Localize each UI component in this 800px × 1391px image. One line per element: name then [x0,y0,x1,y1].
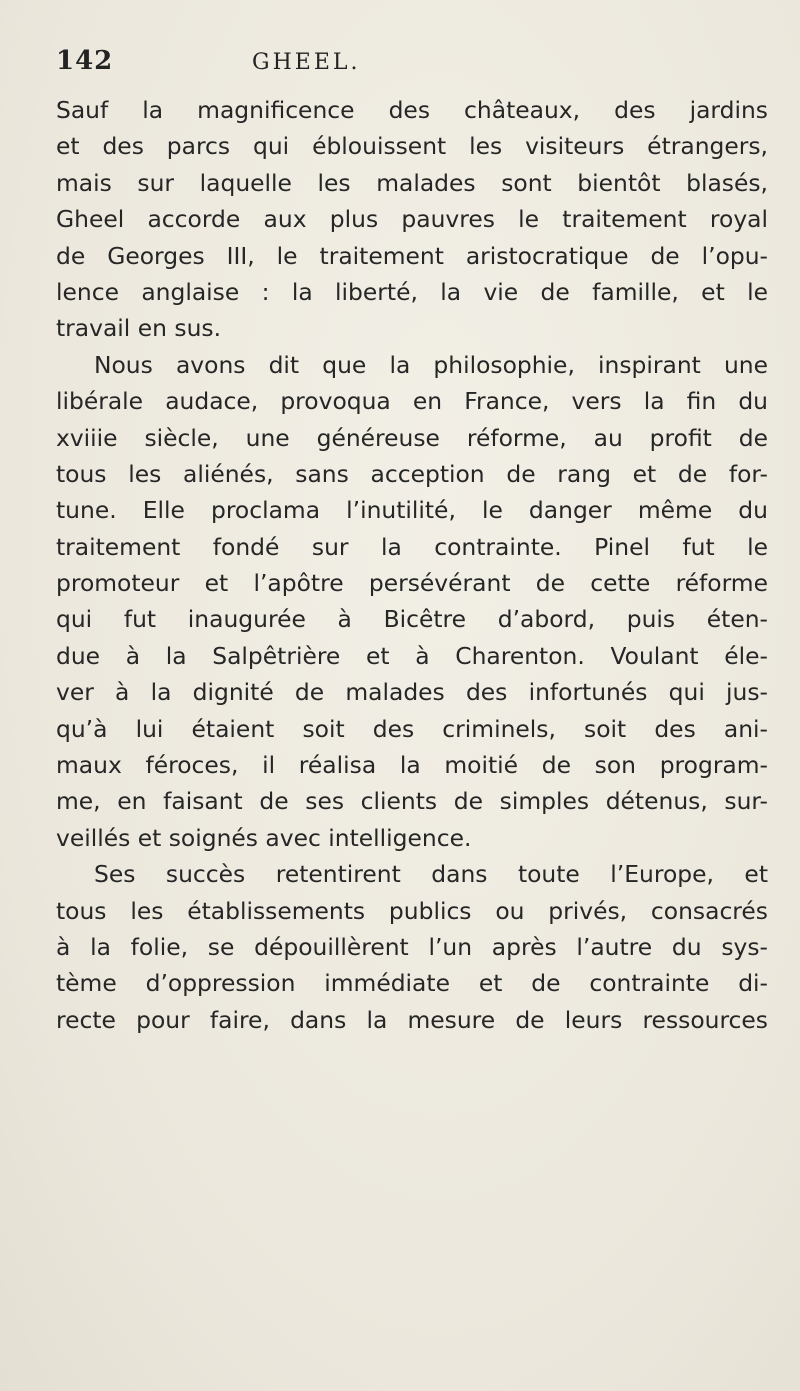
text-line: à la folie, se dépouillèrent l’un après l’autre du sys- [56,932,768,961]
text-line: me, en faisant de ses clients de simples détenus, sur- [56,787,768,816]
text-line: qu’à lui étaient soit des criminels, soit des ani- [56,714,768,743]
text-line: promoteur et l’apôtre persévérant de cette réforme [56,569,768,598]
text-line: maux féroces, il réalisa la moitié de son program- [56,751,768,780]
text-line: libérale audace, provoqua en France, vers la fin du [56,387,768,416]
text-line: traitement fondé sur la contrainte. Pinel fut le [56,532,768,561]
text-line: mais sur laquelle les malades sont bientôt blasés, [56,168,768,197]
text-line: tune. Elle proclama l’inutilité, le danger même du [56,496,768,525]
text-line: xviiie siècle, une généreuse réforme, au profit de [56,423,768,452]
text-line: et des parcs qui éblouissent les visiteurs étrangers, [56,132,768,161]
text-line: tème d’oppression immédiate et de contrainte di- [56,969,768,998]
text-line: recte pour faire, dans la mesure de leurs ressources [56,1005,768,1034]
text-line: Sauf la magnificence des châteaux, des jardins [56,96,768,124]
text-line: qui fut inaugurée à Bicêtre d’abord, puis éten- [56,605,768,634]
text-line: tous les établissements publics ou privés, consacrés [56,896,768,925]
page-header [56,46,756,86]
text-line: Gheel accorde aux plus pauvres le traitement royal [56,205,768,234]
paragraph-end-line: veillés et soignés avec intelligence. [56,823,472,852]
text-line: tous les aliénés, sans acception de rang et de for- [56,459,768,488]
text-line: ver à la dignité de malades des infortunés qui jus- [56,678,768,707]
page-number: 142 [56,46,114,76]
paragraph-start-line: Nous avons dit que la philosophie, inspirant une [94,350,768,379]
text-line: due à la Salpêtrière et à Charenton. Voulant éle- [56,641,768,670]
text-line: lence anglaise : la liberté, la vie de famille, et le [56,277,768,306]
paragraph-end-line: travail en sus. [56,314,222,343]
paragraph-start-line: Ses succès retentirent dans toute l’Europe, et [94,860,768,889]
running-head: GHEEL. [252,50,361,75]
text-line: de Georges III, le traitement aristocratique de l’opu- [56,241,768,270]
body-text [56,92,768,1038]
